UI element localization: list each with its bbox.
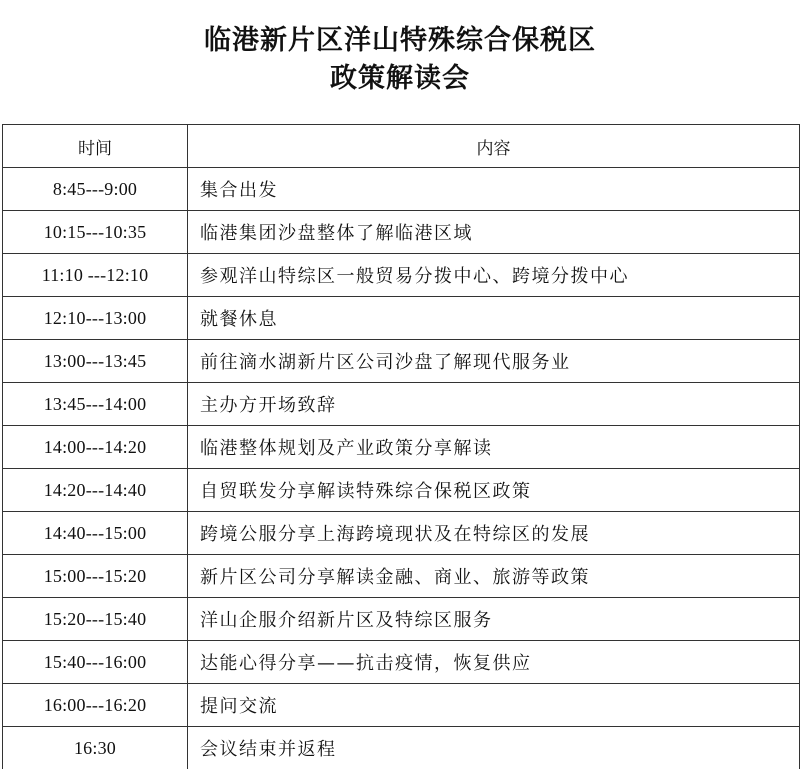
document-title bbox=[0, 22, 800, 98]
time-cell: 10:15---10:35 bbox=[3, 211, 188, 254]
header-time: 时间 bbox=[3, 125, 188, 168]
time-cell: 8:45---9:00 bbox=[3, 168, 188, 211]
content-cell: 自贸联发分享解读特殊综合保税区政策 bbox=[188, 469, 800, 512]
title-line-1: 临港新片区洋山特殊综合保税区 bbox=[204, 25, 596, 56]
time-cell: 15:00---15:20 bbox=[3, 555, 188, 598]
content-cell: 会议结束并返程 bbox=[188, 727, 800, 770]
time-cell: 13:00---13:45 bbox=[3, 340, 188, 383]
table-row bbox=[3, 254, 800, 297]
time-cell: 14:00---14:20 bbox=[3, 426, 188, 469]
content-cell: 临港集团沙盘整体了解临港区域 bbox=[188, 211, 800, 254]
table-row bbox=[3, 598, 800, 641]
time-cell: 16:00---16:20 bbox=[3, 684, 188, 727]
time-cell: 14:20---14:40 bbox=[3, 469, 188, 512]
time-cell: 12:10---13:00 bbox=[3, 297, 188, 340]
table-header-row bbox=[3, 125, 800, 168]
table-row bbox=[3, 340, 800, 383]
time-cell: 15:40---16:00 bbox=[3, 641, 188, 684]
table-row bbox=[3, 727, 800, 770]
table-row bbox=[3, 555, 800, 598]
content-cell: 参观洋山特综区一般贸易分拨中心、跨境分拨中心 bbox=[188, 254, 800, 297]
content-cell: 集合出发 bbox=[188, 168, 800, 211]
table-row bbox=[3, 426, 800, 469]
table-row bbox=[3, 297, 800, 340]
content-cell: 洋山企服介绍新片区及特综区服务 bbox=[188, 598, 800, 641]
content-cell: 主办方开场致辞 bbox=[188, 383, 800, 426]
title-line-2: 政策解读会 bbox=[330, 63, 470, 94]
content-cell: 新片区公司分享解读金融、商业、旅游等政策 bbox=[188, 555, 800, 598]
schedule-table bbox=[2, 124, 800, 769]
time-cell: 16:30 bbox=[3, 727, 188, 770]
time-cell: 13:45---14:00 bbox=[3, 383, 188, 426]
content-cell: 前往滴水湖新片区公司沙盘了解现代服务业 bbox=[188, 340, 800, 383]
content-cell: 达能心得分享——抗击疫情，恢复供应 bbox=[188, 641, 800, 684]
content-cell: 跨境公服分享上海跨境现状及在特综区的发展 bbox=[188, 512, 800, 555]
content-cell: 就餐休息 bbox=[188, 297, 800, 340]
table-row bbox=[3, 641, 800, 684]
table-row bbox=[3, 383, 800, 426]
time-cell: 11:10 ---12:10 bbox=[3, 254, 188, 297]
time-cell: 15:20---15:40 bbox=[3, 598, 188, 641]
content-cell: 提问交流 bbox=[188, 684, 800, 727]
table-row bbox=[3, 469, 800, 512]
content-cell: 临港整体规划及产业政策分享解读 bbox=[188, 426, 800, 469]
table-row bbox=[3, 512, 800, 555]
header-content: 内容 bbox=[188, 125, 800, 168]
time-cell: 14:40---15:00 bbox=[3, 512, 188, 555]
table-row bbox=[3, 684, 800, 727]
table-row bbox=[3, 211, 800, 254]
table-row bbox=[3, 168, 800, 211]
